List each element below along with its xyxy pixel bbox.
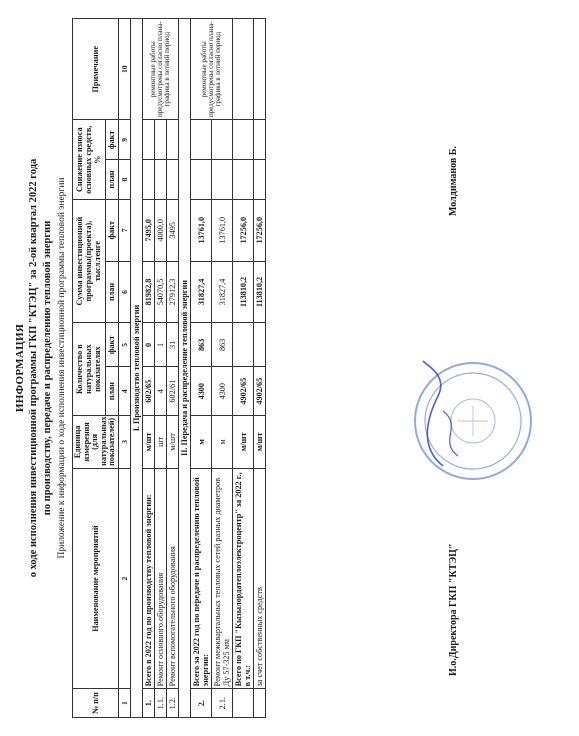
section-row [131,19,143,718]
row-qty-plan: 4 [155,367,167,416]
section-title: II. Передача и распределение тепловой энергии [179,19,191,718]
col-number: 6 [119,261,131,323]
row-sum-fact: 3495 [167,199,179,261]
table-row [254,19,266,718]
row-name: за счет собственных средств [254,468,266,689]
col-number: 4 [119,367,131,416]
row-sum-plan: 31827,4 [212,261,233,323]
row-qty-fact: 863 [212,323,233,367]
row-note [233,19,254,121]
signature-name: Молдиманов Б. [448,146,459,216]
row-sum-plan: 81982,8 [143,261,155,323]
col-number: 9 [119,120,131,160]
col-number: 2 [119,468,131,689]
row-sum-fact: 13761,0 [191,199,212,261]
row-qty-fact: 31 [167,323,179,367]
header-name: Наименование мероприятий [73,468,119,689]
row-wear-fact [233,120,254,160]
row-sum-plan: 113810,2 [254,261,266,323]
row-wear-fact [191,120,212,160]
table-row [212,19,233,718]
signature-director-title: И.о.Директора ГКП "КТЭЦ" [448,543,459,676]
document-title: ИНФОРМАЦИЯ [14,323,26,413]
row-wear-fact [254,120,266,160]
row-name: Всего в 2022 год по производству тепловой энергии: [143,468,155,689]
row-wear-plan [254,160,266,200]
header-unit: Единица измерения (для натуральных показателей) [73,415,119,468]
header-plan: план [105,261,118,323]
row-unit: м/шт [143,415,155,468]
row-num: 1.2. [167,689,179,718]
row-name: Всего за 2022 год по передаче и распределению тепловой энергии: [191,468,212,689]
header-plan: план [105,367,118,416]
table-row [191,19,212,718]
header-note: Примечание [73,19,119,121]
row-sum-fact: 7495,0 [143,199,155,261]
row-wear-fact [212,120,233,160]
row-num: 2. [191,689,212,718]
row-wear-plan [191,160,212,200]
col-number: 8 [119,160,131,200]
header-fact: факт [105,323,118,367]
header-sum: Сумма инвестиционной программы(проекта), тысл.тенге [73,199,106,322]
row-unit: м/шт [233,415,254,468]
official-stamp [408,356,538,486]
row-num: 2.1. [212,689,233,718]
row-qty-fact [254,323,266,367]
row-sum-plan: 54070,5 [155,261,167,323]
row-wear-plan [155,160,167,200]
col-number: 5 [119,323,131,367]
row-unit: м [212,415,233,468]
header-wear: Снижение износа основных средств, % [73,120,106,199]
col-number: 10 [119,19,131,121]
header-fact: факт [105,199,118,261]
investment-table [72,18,266,718]
row-num [254,689,266,718]
row-wear-plan [233,160,254,200]
row-sum-plan: 113810,2 [233,261,254,323]
row-name: Всего по ГКП "Кызылордатеплоэлектроцентр" за 2022 г., в т.ч.: [233,468,254,689]
row-unit: м/шт [167,415,179,468]
header-num: № п/п [73,689,119,718]
header-fact: факт [105,120,118,160]
row-sum-fact: 4000,0 [155,199,167,261]
row-num [233,689,254,718]
row-qty-plan: 4902/65 [233,367,254,416]
col-number: 1 [119,689,131,718]
row-note: ремонтные работы предусмотрены согласно плана-графика в летний период [191,19,233,121]
document-subtitle: о ходе исполнения инвестиционной программы ГКП "КТЭЦ" за 2-ой квартал 2022 года [28,158,39,578]
row-wear-fact [167,120,179,160]
row-qty-plan: 4300 [212,367,233,416]
row-name: Ремонт основного оборудования [155,468,167,689]
row-unit: м/шт [254,415,266,468]
row-sum-fact: 17256,0 [254,199,266,261]
row-sum-plan: 27912,3 [167,261,179,323]
row-num: 1. [143,689,155,718]
row-num: 1.1. [155,689,167,718]
row-wear-fact [155,120,167,160]
row-qty-fact [233,323,254,367]
document-subtitle-3: Приложение к информации о ходе исполнения инвестиционной программы тепловой энергии [57,177,67,559]
row-qty-plan: 4902/65 [254,367,266,416]
row-note [254,19,266,121]
row-name: Ремонт вспомогательного оборудования [167,468,179,689]
row-qty-plan: 4300 [191,367,212,416]
row-sum-fact: 13761,0 [212,199,233,261]
row-unit: шт [155,415,167,468]
row-qty-fact: 863 [191,323,212,367]
row-wear-plan [212,160,233,200]
col-number: 3 [119,415,131,468]
row-qty-plan: 602/61 [167,367,179,416]
row-wear-plan [167,160,179,200]
row-qty-fact: 1 [155,323,167,367]
row-note: ремонтные работы предусмотрены согласно плана-графика в летний период [143,19,179,121]
row-name: Ремонт межквартальных тепловых сетей разных диаметров Ду 57-325 мм [212,468,233,689]
col-number: 7 [119,199,131,261]
row-qty-plan: 602/65 [143,367,155,416]
row-unit: м [191,415,212,468]
table-row [155,19,167,718]
table-row [143,19,155,718]
section-title: I. Производство тепловой энергии [131,19,143,718]
row-qty-fact: 0 [143,323,155,367]
row-wear-plan [143,160,155,200]
table-row [233,19,254,718]
table-row [167,19,179,718]
row-sum-fact: 17256,0 [233,199,254,261]
row-wear-fact [143,120,155,160]
column-number-row [119,19,131,718]
header-qty: Количество в натуральных показателях [73,323,106,416]
section-row [179,19,191,718]
document-subtitle-2: по производству, передаче и распределению тепловой энергии [42,220,53,516]
header-plan: план [105,160,118,200]
row-sum-plan: 31827,4 [191,261,212,323]
